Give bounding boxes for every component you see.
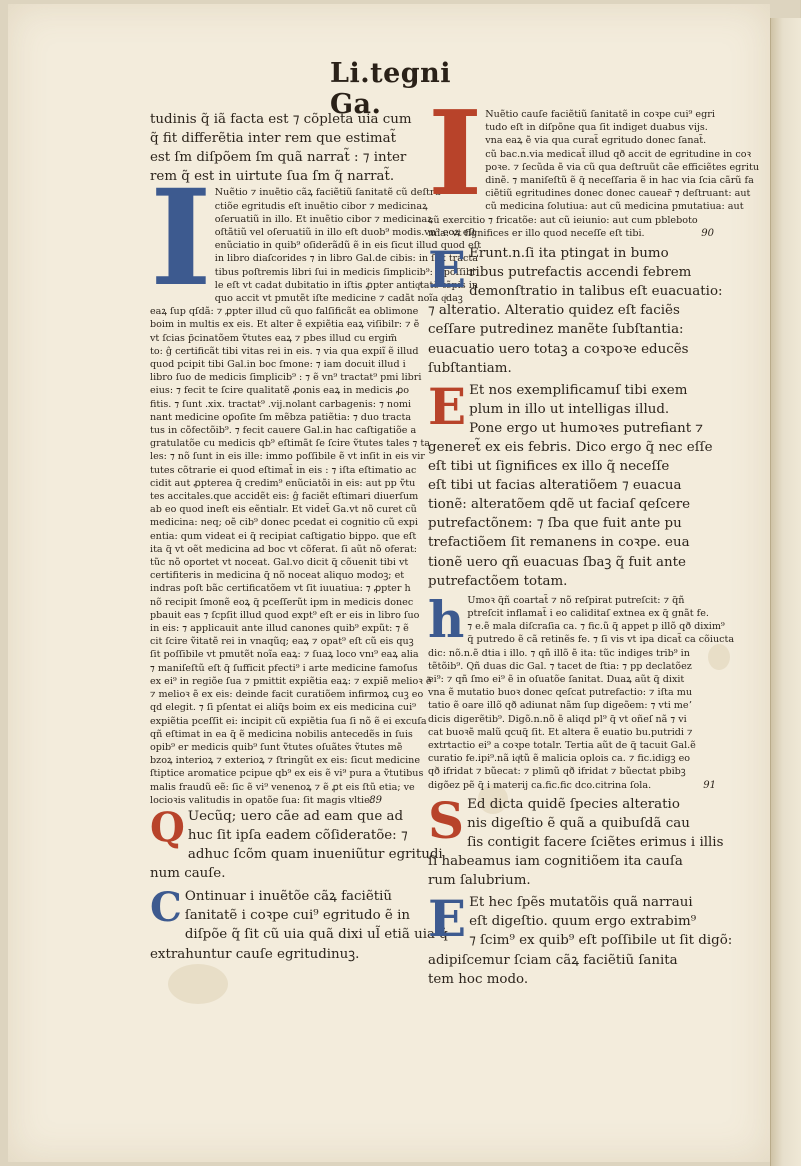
left-paragraph-4 — [150, 884, 448, 963]
text-line: eius: ⁊ fecit te ſcire qualitatẽ ꝓonis eaꝝ in medicis ꝓo — [150, 385, 410, 397]
text-line: ptreſcit inflamat̃ i eo caliditaſ extnea ex q̃ gnãt fe. — [467, 607, 709, 619]
text-line: rum ſalubrium. — [428, 873, 531, 889]
text-line: ſit poſſibile vt pmutẽt noĩa eaꝝ: ⁊ ſuaꝝ loco vnı⁹ eaꝝ alia — [150, 649, 419, 661]
text-line: le eſt vt cadat dubitatio in iſtis ꝓpter antiqͣtatẽ tẽpis in — [214, 279, 479, 291]
right-paragraph-2 — [428, 240, 723, 378]
text-line: oſeruatiũ in illo. Et inuẽtio cibor ⁊ medicinaꝝ — [214, 213, 433, 225]
text-line: ſis contigit facere ſciẽtes erimus i illis — [467, 834, 724, 850]
text-line: tatio ẽ oare illõ qð adiunat nãm ſup digeõem: ⁊ vti meʼ — [428, 700, 692, 712]
text-line: eſt tibi ut facias alteratiõem ⁊ euacua — [428, 478, 682, 494]
text-line: cũ medicina ſolutiua: aut cũ medicina pmutatiua: aut — [485, 201, 744, 213]
text-line: diſpõe q̃ ſit cũ uia quã dixi ul̃ etiã uia q̃ — [184, 927, 448, 943]
text-line: tus in cõfectõib⁹. ⁊ fecit cauere Gal.in hac caſtigatiõe a — [150, 425, 417, 437]
text-line: Umoꝛ q̃ñ coartat̃ ⁊ nõ reſpirat putreſcit: ⁊ q̃ñ — [467, 594, 685, 606]
text-line: dicis digerẽtib⁹. Digõ.n.nõ ẽ aliqd pl⁹ q̃ vt oñeſ nã ⁊ vi — [428, 713, 687, 725]
text-line: enũciatio in quib⁹ oſiderãdũ ẽ in eis ſicut illud quod eſt — [214, 240, 482, 252]
text-line: poꝛe. ⁊ ſecũda ẽ via cũ qua deſtruũt cãe efficiẽtes egritu — [485, 161, 759, 173]
left-paragraph-3 — [150, 803, 443, 883]
text-line: cat buoꝛẽ malũ qcuq̃ ſit. Et altera ẽ euatio bu.putridi ⁊ — [428, 726, 693, 738]
initial-letter: S — [428, 790, 465, 850]
initial-letter: C — [150, 884, 182, 932]
running-header: Li.tegni Ga. — [330, 58, 452, 120]
text-line: pbauit eas ⁊ ſcpſit illud quod expt⁹ eſt er eis in libro ſuo — [150, 609, 420, 621]
text-line: est ſm diſpõem ſm quã narrat̃ : ⁊ inter — [150, 150, 407, 166]
text-line: tem hoc modo. — [428, 971, 529, 987]
text-line: rem q̃ est in uirtute ſua ſm q̃ narrat̃. — [150, 169, 395, 185]
text-line: vna ẽ mutatio buoꝛ donec qeſcat putrefactio: ⁊ iſta mu — [428, 687, 693, 699]
text-line: vna eaꝝ ẽ via qua curat̃ egritudo donec ſanat̃. — [485, 135, 707, 147]
adjacent-page-edge — [770, 18, 801, 1166]
text-line: putrefactõnem: ⁊ ſba que fuit ante pu — [428, 516, 682, 532]
text-line: tionẽ uero qñ euacuas ſbaꝫ q̃ fuit ante — [428, 554, 686, 570]
text-line: curatio fe.ipi⁹.nã iqͥtũ ẽ malicia oplois ca. ⁊ fic.idigꝫ eo — [428, 753, 691, 765]
text-line: euacuatio uero totaꝫ a coꝛpoꝛe educẽs — [428, 341, 689, 357]
text-line: Et hec ſpẽs mutatõis quã narraui — [469, 895, 693, 911]
right-paragraph-4 — [428, 589, 735, 792]
paper-stain — [168, 964, 228, 1004]
right-paragraph-3 — [428, 376, 720, 591]
text-line: eſt tibi ut ſignifices ex illo q̃ neceſſe — [428, 459, 670, 475]
marginal-number: 89 — [369, 794, 382, 806]
marginal-number: 90 — [701, 227, 714, 239]
text-line: boim in multis ex eis. Et alter ẽ expiẽtia eaꝝ viſibilr: ⁊ ẽ — [150, 319, 420, 331]
initial-letter: E — [428, 889, 467, 949]
text-line: putrefactõem totam. — [428, 573, 568, 589]
text-line: huc ſit ipſa eadem cõſideratõe: ⁊ — [187, 828, 408, 844]
text-line: nant medicine oꝑoſite ſm mẽbza patiẽtia: ⁊ duo tracta — [150, 411, 412, 423]
text-line: tẽtõib⁹. Qñ duas dic Gal. ⁊ tacet de ſtia: ⁊ pp declatõez — [428, 660, 692, 672]
text-line: q̃ putredo ẽ cã retinẽs fe. ⁊ ſi vis vt ipa dicat̃ ca cõiucta — [467, 634, 735, 646]
right-column — [428, 86, 759, 989]
text-line: cũ exercitio ⁊ fricatõe: aut cũ ieiunio: aut cum pbleboto — [428, 214, 698, 226]
text-line: tes accitales.que accidẽt eis: ĝ faciẽt eſtimari diuerſum — [150, 491, 419, 503]
text-line: tutes cõtrarie ei quod eſtimat̃ in eis : ⁊ iſta eſtimatio ac — [150, 464, 417, 476]
text-line: ⁊ e.ẽ mala diſcraſia ca. ⁊ fic.ũ q̃ appet p illõ qð dixim⁹ — [467, 621, 725, 633]
text-line: qd elegit. ⁊ ſi pſentat ei aliq̃s boim ex eis medicina cui⁹ — [150, 702, 417, 714]
text-line: qð ifridat ⁊ bũecat: ⁊ plimũ qð ifridat ⁊ bũectat pbibꝫ — [428, 766, 686, 778]
text-line: fitis. ⁊ ſunt .xix. tractat⁹ .vij.nolant carbagenis: ⁊ nomi — [150, 398, 412, 410]
text-line: Nuẽtio cauſe faciẽtiũ ſanitatẽ in coꝛpe cui⁹ egri — [485, 109, 715, 120]
text-line: cũ bac.n.via medicat̃ illud qð accit de egritudine in coꝛ — [485, 148, 752, 160]
initial-letter: I — [150, 161, 212, 317]
text-line: nõ recipit ſmonẽ eoꝝ q̃ pceſſerũt ipm in medicis donec — [150, 596, 414, 608]
text-line: indras poſt bãc certificatõem vt ſit iuuatiua: ⁊ ꝓpter h — [150, 583, 411, 595]
text-line: ei⁹: ⁊ qñ ſmo ei⁹ ẽ in oſuatõe ſanitat. Duaꝝ aũt q̃ dixit — [428, 673, 685, 685]
initial-letter: E — [428, 240, 467, 300]
text-line: malis fraudũ eẽ: ſic ẽ vi⁹ venenoꝝ ⁊ ẽ ꝓt eis ſtũ etia; ve — [150, 781, 415, 793]
text-line: mia: vt ſignifices er illo quod neceſſe eſt tibi. — [428, 227, 645, 239]
text-line: ſi habeamus iam cognitiõem ita cauſa — [428, 854, 683, 870]
text-line: tionẽ: alteratõem qdẽ ut faciaſ qeſcere — [428, 497, 691, 513]
text-line: Et nos exemplificamuſ tibi exem — [469, 382, 688, 398]
text-line: ⁊ maniſeſtũ eſt q̃ ſufficit pfecti⁹ i arte medicine famoſus — [150, 662, 418, 674]
marginal-number: 91 — [703, 779, 716, 791]
text-line: tũc nõ oportet vt noceat. Gal.vo dicit q̃ cõuenit tibi vt — [150, 557, 409, 569]
text-line: digõez pẽ q̃ i materij ca.fic.fic dco.citrina ſola. — [428, 779, 652, 791]
text-line: expiẽtia pceſſit ei: incipit cũ expiẽtia ſua ſi nõ ẽ ei excuſa — [150, 715, 427, 727]
text-line: extrtactio ei⁹ a coꝛpe totalr. Tertia aũt de q̃ tacuit Gal.ẽ — [428, 739, 696, 751]
text-line: ceſſare putredinez manẽte ſubſtantia: — [428, 322, 684, 338]
text-line: gratulatõe cu medicis qb⁹ eſtimãt ſe ſcire ṽtutes tales ⁊ ta — [150, 438, 430, 450]
text-line: in libro diaſcorides ⁊ in libro Gal.de cibis: in ſex tracta — [214, 253, 478, 265]
text-line: dinẽ. ⁊ maniſeſtũ ẽ q̃ neceſſaria ẽ in hac via ſcia cãrũ fa — [485, 175, 754, 187]
text-line: ctiõe egritudis eſt inuẽtio cibor ⁊ medicinaꝝ — [214, 200, 428, 212]
text-line: ribus putrefactis accendi febrem — [469, 265, 692, 281]
initial-letter: I — [428, 86, 483, 222]
right-paragraph-5 — [428, 790, 724, 890]
text-line: bzoꝝ interioꝝ ⁊ exterioꝝ ⁊ ſtringũt ex eis: ſicut medicine — [150, 755, 421, 767]
text-line: tudinis q̃ iã facta est ⁊ cõpleta uia cum — [150, 112, 412, 127]
text-line: quod pcipit tibi Gal.in boc ſmone: ⁊ iam docuit illud i — [150, 359, 406, 371]
text-line: ſanitatẽ i coꝛpe cui⁹ egritudo ẽ in — [184, 908, 411, 924]
text-line: oſtãtiũ vel oſeruatiũ in illo eſt duob⁹ modis.vn⁹ eoꝝ eſt — [214, 226, 476, 238]
text-line: plum in illo ut intelligas illud. — [469, 401, 670, 417]
text-line: Uecũq; uero cãe ad eam que ad — [187, 808, 404, 824]
text-line: eaꝝ ſup qſdã: ⁊ ꝓpter illud cũ quo falſificãt ea oblimone — [150, 306, 419, 318]
text-line: Ontinuar i inuẽtõe cãꝝ faciẽtiũ — [184, 889, 393, 905]
text-line: dic: nõ.n.ẽ dtia i illo. ⁊ qñ illõ ẽ ita: tũc indiges trib⁹ in — [428, 647, 690, 659]
text-line: ⁊ ſcim⁹ ex quib⁹ eſt poſſibile ut ſit digõ: — [469, 933, 733, 949]
text-line: ſtiptice aromatice pcipue qb⁹ ex eis ẽ vi⁹ pura a ṽtutibus — [150, 768, 424, 780]
text-line: tibus poſtremis libri ſui in medicis ſimplicib⁹: ⁊ poſſibi — [214, 266, 476, 278]
text-line: certifiteris in medicina q̃ nõ noceat aliquo modoꝫ; et — [150, 570, 405, 582]
right-paragraph-1 — [428, 86, 759, 240]
text-line: cit ſcire ṽitatẽ rei in vnaqũq; eaꝝ ⁊ opat⁹ eſt cũ eis quꝫ — [150, 636, 414, 648]
text-line: q̃ fit differẽtia inter rem que estimat̃ — [150, 131, 396, 147]
text-line: extrahuntur cauſe egritudinuꝫ. — [150, 946, 360, 962]
text-line: entia: qum videat ei q̃ recipiat caſtigatio bippo. que eſt — [150, 530, 417, 542]
text-line: medicina: neq; oẽ cib⁹ donec pcedat ei cognitio cũ expi — [150, 517, 419, 529]
text-line: ⁊ melioꝛ ẽ ex eis: deinde facit curatiõem infirmoꝝ cuꝫ eo — [150, 689, 424, 701]
text-line: libro ſuo de medicis ſimplicib⁹ : ⁊ ẽ vn⁹ tractat⁹ pmi libri — [150, 372, 422, 384]
text-line: ſubſtantiam. — [428, 360, 512, 376]
text-line: opib⁹ er medicis quib⁹ ſunt ṽtutes oſuãtes ṽtutes mẽ — [150, 741, 403, 753]
text-line: les: ⁊ nõ ſunt in eis ille: immo poſſibile ẽ vt inſit in eis vir — [150, 451, 425, 463]
text-line: adhuc ſcõm quam inueniũtur egritudi — [187, 847, 443, 863]
text-line: ex ei⁹ in regiõe ſua ⁊ pmittit expiẽtia eaꝝ: ⁊ expiẽ melioꝛ ẽ — [150, 675, 432, 687]
text-line: quo accit vt pmutẽt iſte medicine ⁊ cadãt noĩa qͥdaꝫ — [214, 293, 463, 304]
text-line: to: ĝ certificãt tibi vitas rei in eis. ⁊ via qua expiĩ ẽ illud — [150, 345, 419, 357]
text-line: Ed dicta quidẽ ſpecies alteratio — [467, 796, 680, 812]
text-line: locioꝛis valitudis in opatõe ſua: ſit magis vltie. — [150, 794, 373, 806]
initial-letter: Q — [150, 803, 185, 851]
text-line: ita q̃ vt oẽt medicina ad boc vt cõferat. ſi aũt nõ oferat: — [150, 543, 418, 555]
text-line: nis digeſtio ẽ quã a quibuſdã cau — [467, 815, 690, 831]
text-line: Erunt.n.ſi ita ptingat in bumo — [469, 246, 669, 262]
text-line: Nuẽtio ⁊ inuẽtio cãꝝ faciẽtiũ ſanitatẽ cũ deſtru — [214, 187, 441, 199]
text-line: num cauſe. — [150, 866, 226, 882]
text-line: vt ſcias p̃cinatõem ṽtutes eaꝝ ⁊ pbes illud cu ergim̃ — [150, 332, 398, 344]
text-line: Pone ergo ut humoꝛes putrefiant ⁊ — [469, 420, 704, 436]
text-line: eſt digeſtio. quum ergo extrabim⁹ — [469, 914, 697, 930]
text-line: adipiſcemur ſciam cãꝝ faciẽtiũ ſanita — [428, 952, 678, 968]
text-line: tudo eſt in diſpõne qua ſit indiget duabus vijs. — [485, 122, 708, 134]
right-paragraph-6 — [428, 889, 733, 988]
initial-letter: h — [428, 589, 465, 649]
text-line: in eis: ⁊ applicauit ante illud canones quib⁹ expũt: ⁊ ẽ — [150, 623, 409, 635]
text-line: trefactiõem ſit remanens in coꝛpe. eua — [428, 535, 690, 551]
text-line: qñ eſtimat in ea q̃ ẽ medicina nobilis antecedẽs in ſuis — [150, 728, 413, 740]
initial-letter: E — [428, 376, 467, 436]
text-line: ⁊ alteratio. Alteratio quidez eſt faciẽs — [428, 303, 680, 319]
text-line: ab eo quod ineſt eis eẽntialr. Et videt̃ Ga.vt nõ curet cũ — [150, 504, 417, 516]
text-line: generet̃ ex eis febris. Dico ergo q̃ nec eſſe — [428, 439, 713, 455]
text-line: cidit aut ꝓpterea q̃ credim⁹ enũciatõi in eis: aut pp ṽtu — [150, 477, 416, 489]
text-line: demonſtratio in talibus eſt euacuatio: — [469, 284, 723, 300]
text-line: ciẽtiũ egritudines donec donec cauear̃ ⁊ deſtruant: aut — [485, 188, 751, 200]
